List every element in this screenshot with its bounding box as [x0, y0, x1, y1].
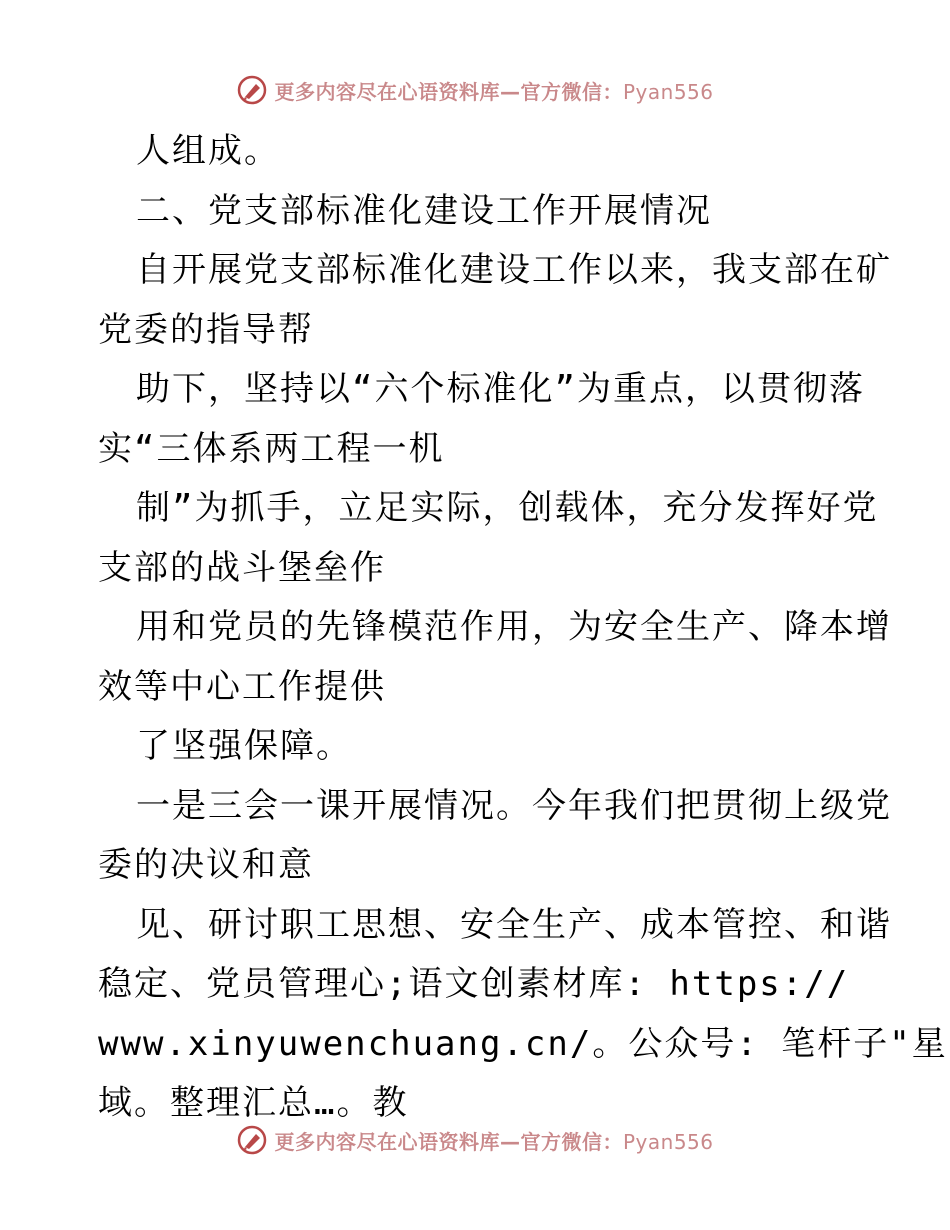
body-line: 人组成。	[136, 131, 280, 171]
body-line: 制”为抓手，立足实际，创载体，充分发挥好党	[136, 488, 879, 528]
body-line: 见、研讨职工思想、安全生产、成本管控、和谐	[136, 904, 892, 945]
body-line: www.xinyuwenchuang.cn/。公众号: 笔杆子"星	[98, 1023, 948, 1064]
footer-banner-text	[274, 1126, 713, 1155]
header-banner-wechat-id: Pyan556	[622, 79, 714, 104]
body-line: 了坚强保障。	[136, 726, 352, 766]
body-line: 支部的战斗堡垒作	[98, 547, 386, 588]
body-line: 用和党员的先锋模范作用，为安全生产、降本增	[136, 607, 892, 647]
pen-nib-logo-icon	[236, 1124, 268, 1156]
header-banner-label: 更多内容尽在心语资料库—官方微信：	[274, 79, 623, 104]
body-line: 实“三体系两工程一机	[98, 428, 445, 469]
footer-banner-label: 更多内容尽在心语资料库—官方微信：	[274, 1129, 623, 1154]
body-line: 自开展党支部标准化建设工作以来，我支部在矿	[136, 250, 892, 290]
footer-banner	[0, 1120, 950, 1160]
footer-banner-wechat-id: Pyan556	[622, 1129, 714, 1154]
body-line: 党委的指导帮	[98, 309, 314, 350]
body-line: 助下，坚持以“六个标准化”为重点，以贯彻落	[136, 369, 865, 409]
document-body	[98, 122, 948, 1134]
header-banner-text	[274, 76, 713, 105]
body-line: 稳定、党员管理心;语文创素材库: https://	[98, 964, 850, 1004]
body-line: 一是三会一课开展情况。今年我们把贯彻上级党	[136, 785, 892, 826]
body-line: 委的决议和意	[98, 845, 314, 885]
body-line: 效等中心工作提供	[98, 666, 386, 707]
header-banner	[0, 70, 950, 110]
pen-nib-logo-icon	[236, 74, 268, 106]
body-line: 二、党支部标准化建设工作开展情况	[136, 190, 712, 231]
body-line: 域。整理汇总…。教	[98, 1083, 409, 1123]
